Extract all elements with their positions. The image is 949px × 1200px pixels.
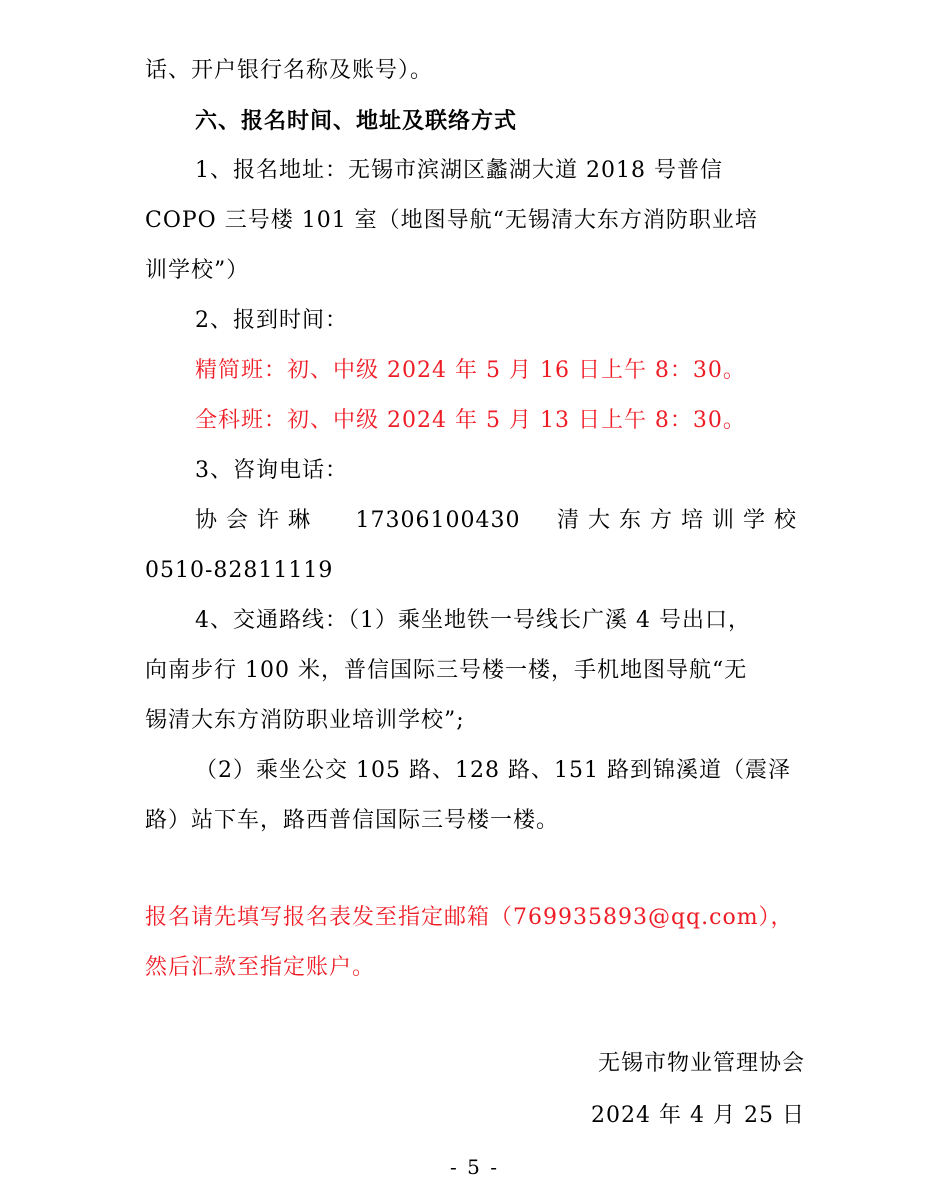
- section-heading: 六、报名时间、地址及联络方式: [195, 108, 518, 134]
- address-line-1: 1、报名地址：无锡市滨湖区蠡湖大道 2018 号普信: [195, 158, 723, 183]
- route-line-1: 4、交通路线：（1）乘坐地铁一号线长广溪 4 号出口，: [195, 608, 751, 633]
- address-line-3: 训学校”）: [145, 258, 250, 283]
- contact-number-school: 0510-82811119: [145, 558, 334, 583]
- route-line-2: 向南步行 100 米，普信国际三号楼一楼，手机地图导航“无: [145, 658, 748, 683]
- arrival-time-heading: 2、报到时间：: [195, 308, 348, 333]
- notice-line-2: 然后汇款至指定账户。: [145, 955, 376, 980]
- notice-line-1: 报名请先填写报名表发至指定邮箱（769935893@qq.com），: [145, 905, 794, 930]
- signature-organization: 无锡市物业管理协会: [597, 1051, 805, 1076]
- route-line-3: 锡清大东方消防职业培训学校”;: [145, 708, 465, 733]
- jingjian-class-time: 精简班：初、中级 2024 年 5 月 16 日上午 8：30。: [195, 358, 746, 383]
- continued-text-line: 话、开户银行名称及账号）。: [145, 58, 434, 83]
- address-line-2: COPO 三号楼 101 室（地图导航“无锡清大东方消防职业培: [145, 208, 758, 233]
- page-number: - 5 -: [450, 1155, 499, 1179]
- contact-number-association: 17306100430: [355, 508, 521, 533]
- route-line-5: 路）站下车，路西普信国际三号楼一楼。: [145, 808, 560, 833]
- phone-contacts-row: [195, 506, 805, 536]
- route-line-4: （2）乘坐公交 105 路、128 路、151 路到锦溪道（震泽: [195, 758, 791, 783]
- quanke-class-time: 全科班：初、中级 2024 年 5 月 13 日上午 8：30。: [195, 408, 746, 433]
- contact-name-association: 协会许琳: [195, 508, 320, 533]
- contact-name-school: 清大东方培训学校: [556, 508, 805, 533]
- signature-date: 2024 年 4 月 25 日: [591, 1103, 805, 1128]
- phone-heading: 3、咨询电话：: [195, 458, 348, 483]
